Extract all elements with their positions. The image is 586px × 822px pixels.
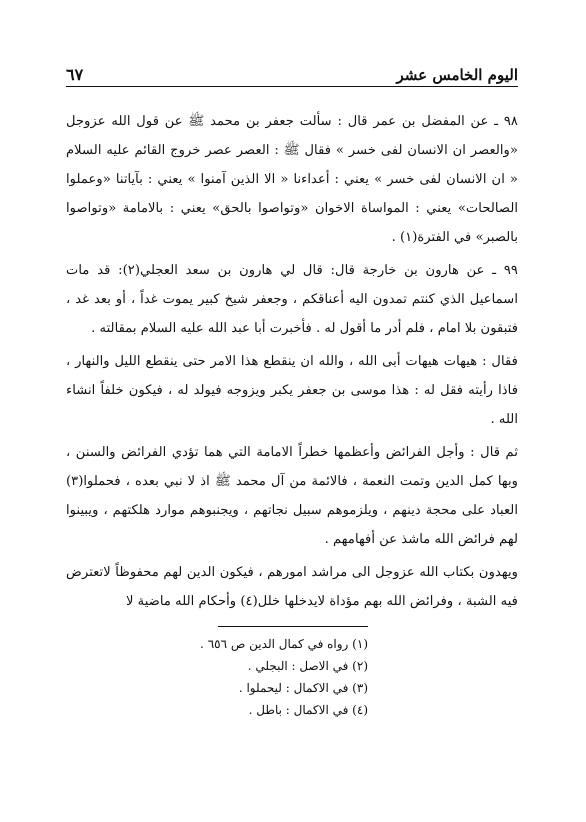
footnote-2: (٢) في الاصل : البجلي . <box>247 659 368 673</box>
footnote-4: (٤) في الاكمال : باطل . <box>248 703 368 717</box>
footnote-1: (١) رواه في كمال الدين ص ٦٥٦ . <box>200 637 368 651</box>
page-header <box>66 58 518 87</box>
running-head: اليوم الخامس عشر <box>396 66 518 84</box>
paragraph-hadith-99: ٩٩ ـ عن هارون بن خارجة قال: قال لي هارون بن سعد العجلي(٢): قد مات اسماعيل الذي كنتم تمدون اليه أعناقكم ، وجعفر شيخ كبير يموت غداً ، أو بعد غد ، فتبقون بلا امام ، فلم أدر ما أقول له . فأخبرت أبا عبد الله عليه السلام بمقالته . <box>66 263 518 336</box>
paragraph-guidance: ويهدون بكتاب الله عزوجل الى مراشد امورهم ، فيكون الدين لهم محفوظاً لاتعترض فيه الشبة ، وفرائض الله بهم مؤداة لايدخلها خلل(٤) وأحكام الله ماضية لا <box>66 565 518 609</box>
paragraph-hadith-98: ٩٨ ـ عن المفضل بن عمر قال : سألت جعفر بن محمد ﷺ عن قول الله عزوجل «والعصر ان الانسان لفى خسر » فقال ﷺ : العصر عصر خروج القائم عليه السلام « ان الانسان لفى خسر » يعني : أعداءنا « الا الذين آمنوا » يعني : بآياتنا «وعملوا الصالحات» يعني : المواساة الاخوان «وتواصوا بالحق» يعني : بالامامة «وتواصوا بالصبر» في الفترة(١) . <box>66 114 518 245</box>
footnotes <box>66 633 368 721</box>
paragraph-imamate: ثم قال : وأجل الفرائض وأعظمها خطراً الامامة التي هما تؤدي الفرائض والسنن ، وبها كمل الدين وتمت النعمة ، فالائمة من آل محمد ﷺ اذ لا نبي بعده ، فحملوا(٣) العباد على محجة دينهم ، ويلزموهم سبيل نجاتهم ، ويجنبوهم موارد هلكتهم ، ويبينوا لهم فرائض الله ماشذ عن أفهامهم . <box>66 445 518 547</box>
paragraph-reply: فقال : هيهات هيهات أبى الله ، والله ان ينقطع هذا الامر حتى ينقطع الليل والنهار ، فاذا رأيته فقل له : هذا موسى بن جعفر يكبر ويزوجه فيولد له ، فيكون خلفاً انشاء الله . <box>66 354 518 427</box>
footnote-3: (٣) في الاكمال : ليحملوا . <box>238 681 368 695</box>
body-text <box>66 107 518 616</box>
footnote-divider <box>218 626 368 627</box>
page-number: ٦٧ <box>66 65 84 84</box>
